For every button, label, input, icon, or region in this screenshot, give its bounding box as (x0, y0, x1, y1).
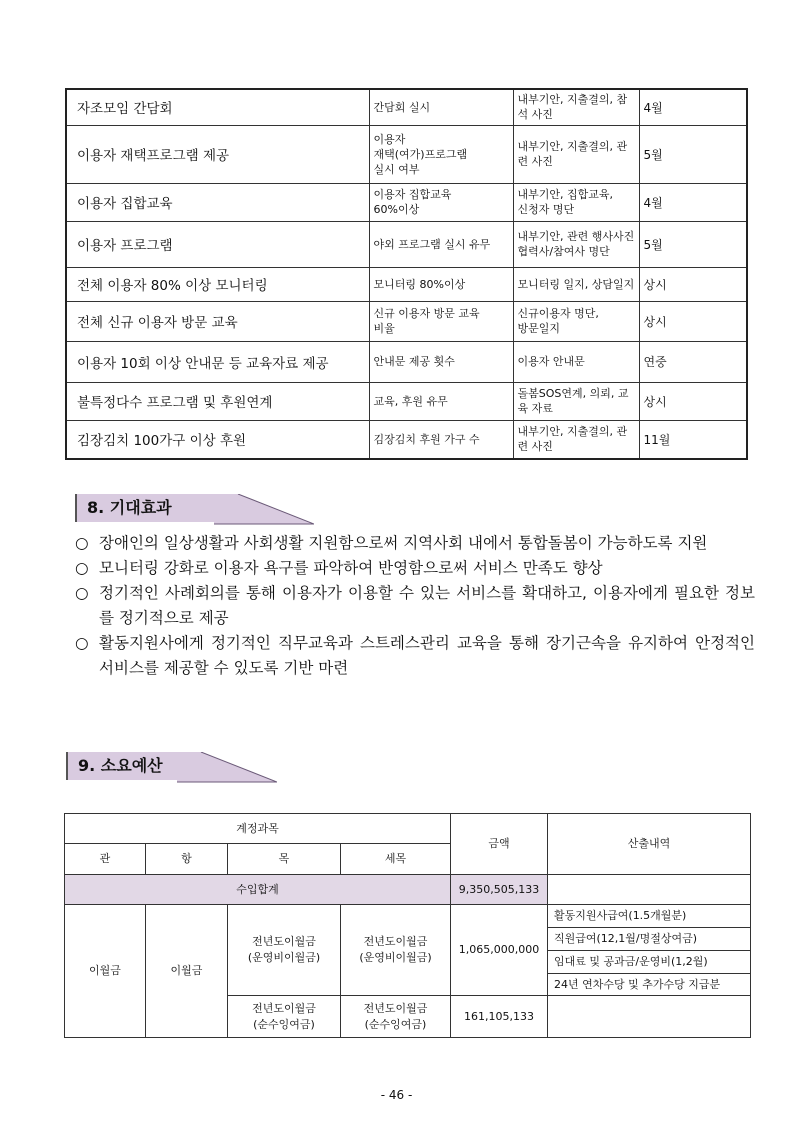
row2-detail (548, 996, 751, 1038)
section-9-title: 9. 소요예산 (66, 752, 178, 780)
list-item: ○ 정기적인 사례회의를 통해 이용자가 이용할 수 있는 서비스를 확대하고, 이용자에게 필요한 정보를 정기적으로 제공 (75, 584, 755, 627)
indicator-cell: 모니터링 80%이상 (369, 267, 513, 301)
total-detail (548, 875, 751, 905)
evidence-cell: 내부기안, 지출결의, 참석 사진 (513, 89, 639, 125)
header-detail: 산출내역 (548, 814, 751, 875)
table-row (66, 420, 747, 459)
timing-cell: 11월 (639, 420, 747, 459)
header-account: 계정과목 (65, 814, 451, 844)
section-8-title: 8. 기대효과 (75, 494, 215, 522)
budget-table (64, 813, 751, 1038)
evidence-cell: 이용자 안내문 (513, 341, 639, 382)
table-row (66, 341, 747, 382)
indicator-cell: 김장김치 후원 가구 수 (369, 420, 513, 459)
goal-cell: 이용자 10회 이상 안내문 등 교육자료 제공 (66, 341, 369, 382)
list-item: ○ 장애인의 일상생활과 사회생활 지원함으로써 지역사회 내에서 통합돌봄이 가능하도록 지원 (75, 534, 708, 552)
header-semok: 세목 (341, 844, 451, 875)
expected-effects-list (75, 531, 755, 681)
row2-mok: 전년도이월금 (순수잉여금) (228, 996, 341, 1038)
goal-cell: 이용자 프로그램 (66, 221, 369, 267)
indicator-cell: 신규 이용자 방문 교육 비율 (369, 301, 513, 341)
table-row (66, 125, 747, 183)
row2-amount: 161,105,133 (451, 996, 548, 1038)
page-number: - 46 - (380, 1088, 413, 1102)
evidence-cell: 내부기안, 지출결의, 관련 사진 (513, 420, 639, 459)
section-header-tail (214, 494, 314, 526)
timing-cell: 연중 (639, 341, 747, 382)
row1-amount: 1,065,000,000 (451, 905, 548, 996)
table-row (66, 89, 747, 125)
evidence-cell: 내부기안, 집합교육, 신청자 명단 (513, 183, 639, 221)
hang-cell: 이월금 (146, 905, 228, 1038)
row1-mok: 전년도이월금 (운영비이월금) (228, 905, 341, 996)
detail-item: 임대료 및 공과금/운영비(1,2월) (548, 951, 751, 974)
evidence-cell: 모니터링 일지, 상담일지 (513, 267, 639, 301)
detail-item: 24년 연차수당 및 추가수당 지급분 (548, 974, 751, 996)
total-amount: 9,350,505,133 (451, 875, 548, 905)
table-row (66, 221, 747, 267)
indicator-cell: 안내문 제공 횟수 (369, 341, 513, 382)
goal-cell: 전체 신규 이용자 방문 교육 (66, 301, 369, 341)
table-row (66, 301, 747, 341)
table-row (66, 267, 747, 301)
timing-cell: 4월 (639, 183, 747, 221)
timing-cell: 5월 (639, 125, 747, 183)
section-header-tail (177, 752, 277, 784)
evidence-cell: 신규이용자 명단, 방문일지 (513, 301, 639, 341)
indicator-cell: 간담회 실시 (369, 89, 513, 125)
header-gwan: 관 (65, 844, 146, 875)
detail-item: 직원급여(12,1월/명절상여금) (548, 928, 751, 951)
table-row (66, 382, 747, 420)
row1-semok: 전년도이월금 (운영비이월금) (341, 905, 451, 996)
evidence-cell: 내부기안, 관련 행사사진 협력사/참여사 명단 (513, 221, 639, 267)
section-9-header (66, 752, 216, 784)
list-item: ○ 활동지원사에게 정기적인 직무교육과 스트레스관리 교육을 통해 장기근속을 유지하여 안정적인 서비스를 제공할 수 있도록 기반 마련 (75, 634, 755, 677)
goal-cell: 이용자 재택프로그램 제공 (66, 125, 369, 183)
header-hang: 항 (146, 844, 228, 875)
list-item: ○ 모니터링 강화로 이용자 욕구를 파악하여 반영함으로써 서비스 만족도 향상 (75, 559, 603, 577)
timing-cell: 상시 (639, 382, 747, 420)
goal-cell: 김장김치 100가구 이상 후원 (66, 420, 369, 459)
indicator-cell: 교육, 후원 유무 (369, 382, 513, 420)
header-mok: 목 (228, 844, 341, 875)
timing-cell: 상시 (639, 267, 747, 301)
evidence-cell: 내부기안, 지출결의, 관련 사진 (513, 125, 639, 183)
indicator-cell: 이용자 재택(여가)프로그램 실시 여부 (369, 125, 513, 183)
table-row (66, 183, 747, 221)
timing-cell: 5월 (639, 221, 747, 267)
total-label: 수입합계 (65, 875, 451, 905)
timing-cell: 상시 (639, 301, 747, 341)
goal-cell: 전체 이용자 80% 이상 모니터링 (66, 267, 369, 301)
detail-item: 활동지원사급여(1.5개월분) (548, 905, 751, 928)
timing-cell: 4월 (639, 89, 747, 125)
header-amount: 금액 (451, 814, 548, 875)
goal-cell: 불특정다수 프로그램 및 후원연계 (66, 382, 369, 420)
evaluation-table (65, 88, 748, 460)
gwan-cell: 이월금 (65, 905, 146, 1038)
indicator-cell: 야외 프로그램 실시 유무 (369, 221, 513, 267)
evidence-cell: 돌봄SOS연계, 의뢰, 교육 자료 (513, 382, 639, 420)
row2-semok: 전년도이월금 (순수잉여금) (341, 996, 451, 1038)
goal-cell: 이용자 집합교육 (66, 183, 369, 221)
section-8-header (75, 494, 240, 526)
indicator-cell: 이용자 집합교육 60%이상 (369, 183, 513, 221)
goal-cell: 자조모임 간담회 (66, 89, 369, 125)
